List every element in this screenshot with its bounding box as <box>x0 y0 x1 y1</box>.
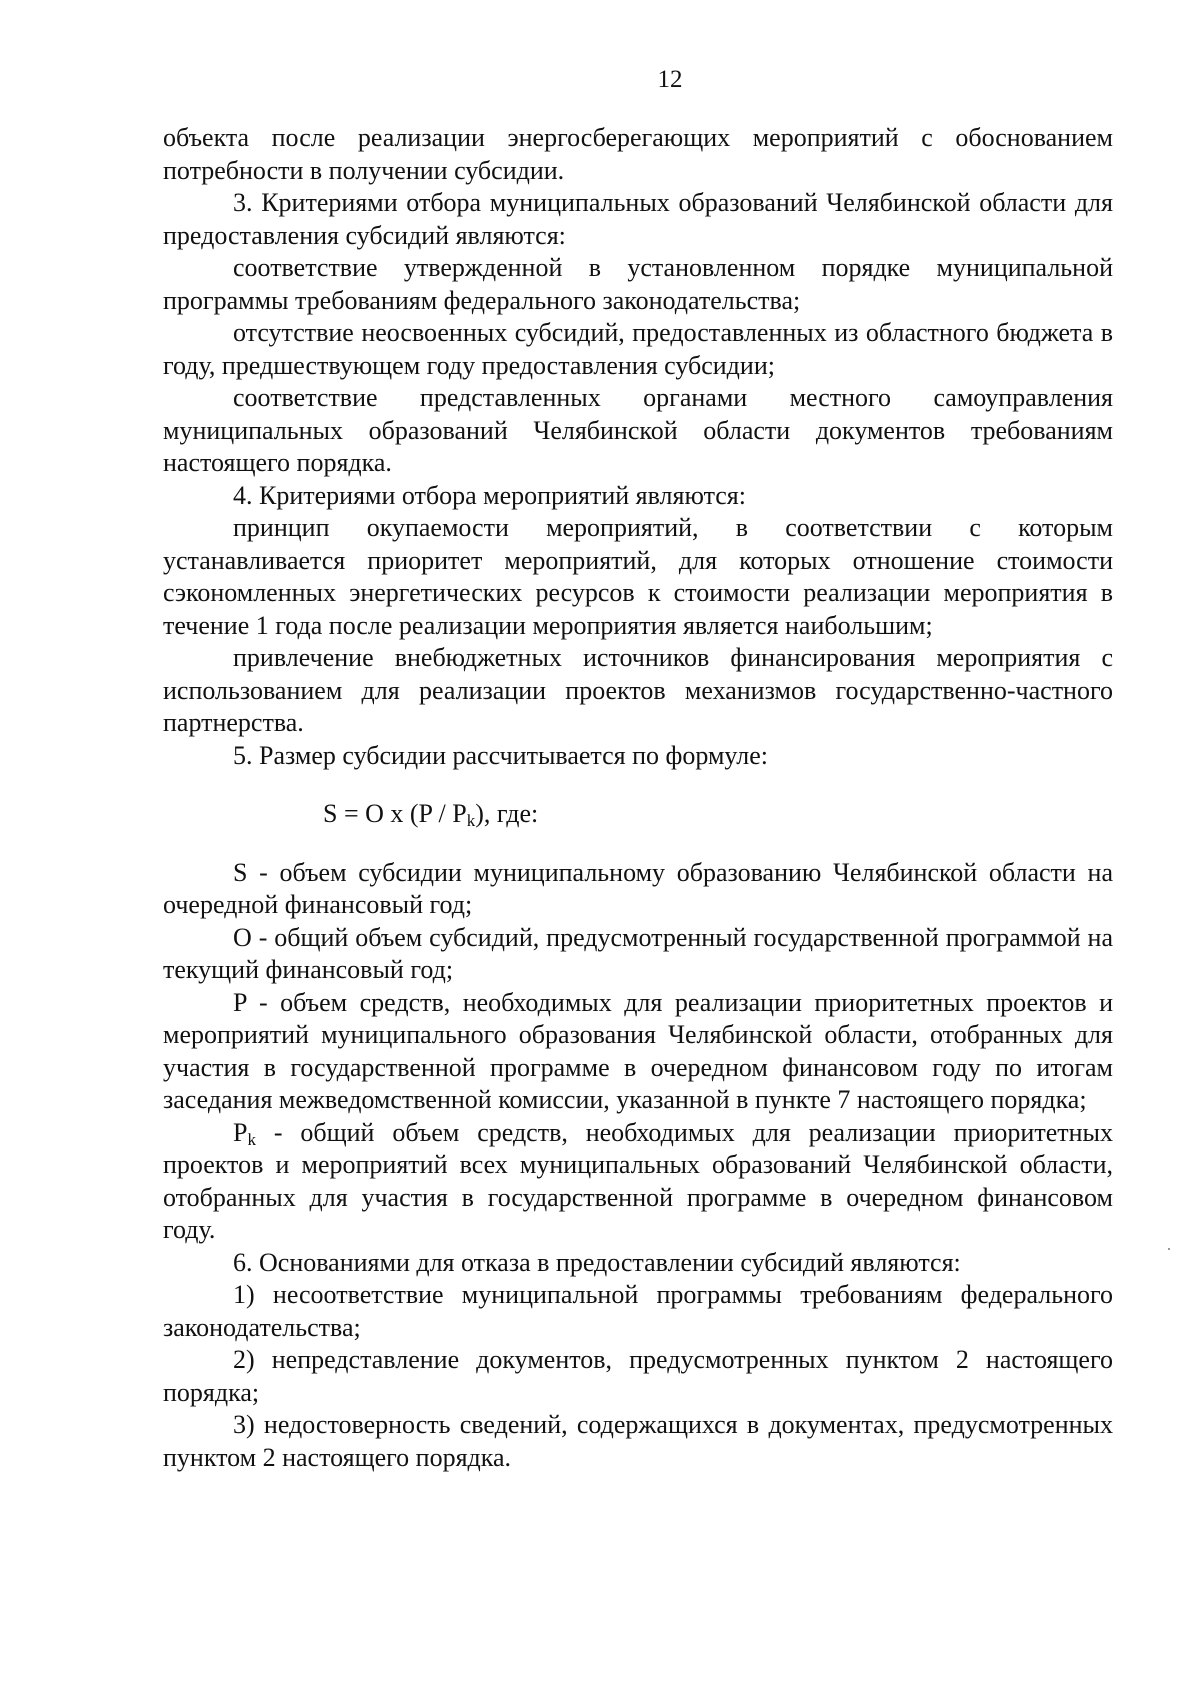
paragraph: 6. Основаниями для отказа в предоставлении субсидий являются: <box>233 1247 961 1277</box>
paragraph: соответствие представленных органами местного самоуправления муниципальных образований Челябинской области документов требованиям настоящего порядка. <box>163 383 1113 477</box>
scan-speck <box>1168 1248 1170 1250</box>
definition-symbol: O <box>233 922 252 952</box>
definition-o <box>163 922 1113 987</box>
paragraph: 1) несоответствие муниципальной программы требованиям федерального законодательства; <box>163 1280 1113 1342</box>
paragraph: 4. Критериями отбора мероприятий являются: <box>233 480 746 510</box>
formula-subscript: k <box>466 811 476 830</box>
definition-pk <box>163 1117 1113 1247</box>
definition-text: - общий объем средств, необходимых для реализации приоритетных проектов и мероприятий всех муниципальных образований Челябинской области, отобранных для участия в государственной программе в очередном финансовом году. <box>163 1117 1113 1244</box>
definition-text: - общий объем субсидий, предусмотренный государственной программой на текущий финансовый год; <box>163 922 1113 984</box>
paragraph: принцип окупаемости мероприятий, в соответствии с которым устанавливается приоритет мероприятий, для которых отношение стоимости сэкономленных энергетических ресурсов к стоимости реализации мероприятия в течение 1 года после реализации мероприятия является наибольшим; <box>163 513 1113 640</box>
subsidy-formula <box>163 798 1113 831</box>
definition-p <box>163 987 1113 1117</box>
definition-symbol: P <box>233 1117 248 1147</box>
paragraph: 5. Размер субсидии рассчитывается по формуле: <box>233 740 769 770</box>
document-body <box>163 122 1113 1474</box>
paragraph: 3) недостоверность сведений, содержащихся в документах, предусмотренных пунктом 2 настоящего порядка. <box>163 1410 1113 1472</box>
paragraph: соответствие утвержденной в установленном порядке муниципальной программы требованиям федерального законодательства; <box>163 253 1113 315</box>
formula-suffix: ), где: <box>475 799 539 828</box>
paragraph: объекта после реализации энергосберегающих мероприятий с обоснованием потребности в получении субсидии. <box>163 123 1113 185</box>
paragraph: 2) непредставление документов, предусмотренных пунктом 2 настоящего порядка; <box>163 1345 1113 1407</box>
paragraph: привлечение внебюджетных источников финансирования мероприятия с использованием для реализации проектов механизмов государственно-частного партнерства. <box>163 643 1113 737</box>
paragraph: отсутствие неосвоенных субсидий, предоставленных из областного бюджета в году, предшествующем году предоставления субсидии; <box>163 318 1113 380</box>
definition-symbol: P <box>233 987 247 1017</box>
definition-text: - объем субсидии муниципальному образованию Челябинской области на очередной финансовый год; <box>163 857 1113 919</box>
definition-symbol: S <box>233 857 248 887</box>
paragraph: 3. Критериями отбора муниципальных образований Челябинской области для предоставления субсидий являются: <box>163 188 1113 250</box>
formula-prefix: S = O x (P / P <box>323 799 467 828</box>
definition-text: - объем средств, необходимых для реализации приоритетных проектов и мероприятий муниципального образования Челябинской области, отобранных для участия в государственной программе в очередном финансовом году по итогам заседания межведомственной комиссии, указанной в пункте 7 настоящего порядка; <box>163 987 1113 1114</box>
definition-s <box>163 857 1113 922</box>
page-number: 12 <box>657 66 683 93</box>
definition-subscript: k <box>247 1129 256 1149</box>
